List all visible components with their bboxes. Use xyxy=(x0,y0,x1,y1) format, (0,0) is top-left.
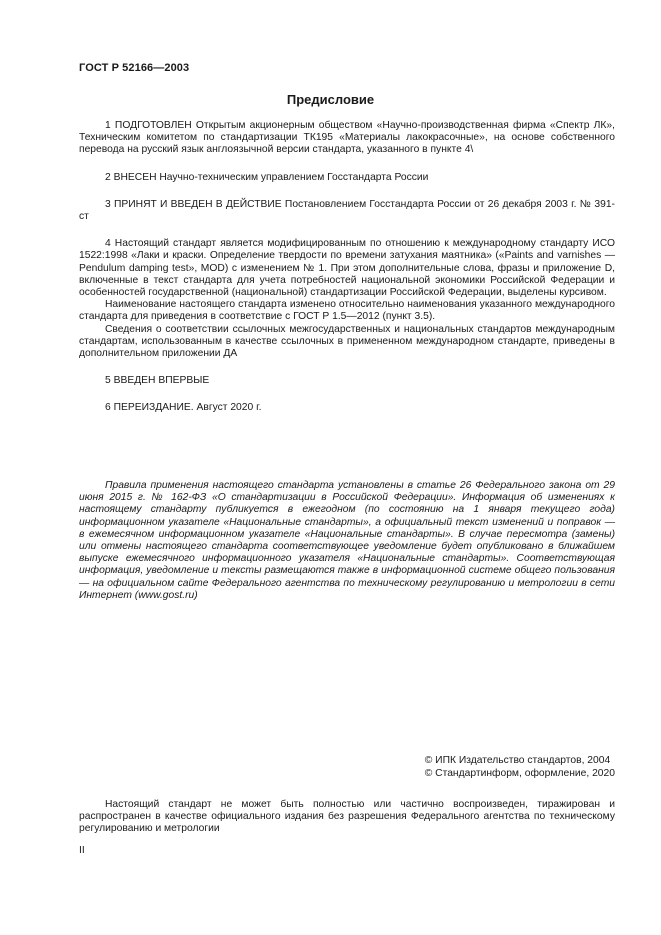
notice-text: Правила применения настоящего стандарта установлены в статье 26 Федерального закона от 29 июня 2015 г. № 162-ФЗ «О стандартизации в Российской Федерации». Информация об изменениях к настоящему стандарту публикуется в ежегодном (по состоянию на 1 января текущего года) информационном указателе «Национальные стандарты», а официальный текст изменений и поправок — в ежемесячном информационном указателе «Национальные стандарты». В случае пересмотра (замены) или отмены настоящего стандарта соответствующее уведомление будет опубликовано в ближайшем выпуске ежемесячного информационного указателя «Национальные стандарты». Соответствующая информация, уведомление и тексты размещаются также в информационной системе общего пользования — на официальном сайте Федерального агентства по техническому регулированию и метрологии в сети Интернет (www.gost.ru) xyxy=(79,480,615,601)
reproduction-text: Настоящий стандарт не может быть полностью или частично воспроизведен, тиражирован и распространен в качестве официального издания без разрешения Федерального агентства по техническому регулированию и метрологии xyxy=(79,799,615,835)
paragraph-first-introduced: 5 ВВЕДЕН ВПЕРВЫЕ xyxy=(105,375,210,387)
paragraph-adopted: 3 ПРИНЯТ И ВВЕДЕН В ДЕЙСТВИЕ Постановлением Госстандарта России от 26 декабря 2003 г. № 391-ст xyxy=(79,198,615,223)
paragraph-introduced: 2 ВНЕСЕН Научно-техническим управлением Госстандарта России xyxy=(105,171,429,183)
standard-code-header: ГОСТ Р 52166—2003 xyxy=(79,62,190,74)
paragraph-name-changed: Наименование настоящего стандарта изменено относительно наименования указанного международного стандарта для приведения в соответствие с ГОСТ Р 1.5—2012 (пункт 3.5). xyxy=(79,299,615,323)
page-title: Предисловие xyxy=(286,92,375,107)
copyright-line-2: © Стандартинформ, оформление, 2020 xyxy=(424,768,615,779)
copyright-line-1: © ИПК Издательство стандартов, 2004 xyxy=(424,755,611,766)
paragraph-reissue: 6 ПЕРЕИЗДАНИЕ. Август 2020 г. xyxy=(105,402,262,414)
paragraph-prepared: 1 ПОДГОТОВЛЕН Открытым акционерным обществом «Научно-производственная фирма «Спектр ЛК», Техническим комитетом по стандартизации ТК195 «Материалы лакокрасочные», на основе собственного перевода на русский язык англоязычной версии стандарта, указанного в пункте 4\ xyxy=(79,120,615,156)
application-rules-notice xyxy=(79,480,615,602)
foreword-body xyxy=(79,120,615,415)
paragraph-modified: 4 Настоящий стандарт является модифицированным по отношению к международному стандарту ИСО 1522:1998 «Лаки и краски. Определение твердости по времени затухания маятника» («Paints and varnishes — Pendulum damping test», MOD) с изменением № 1. При этом дополнительные слова, фразы и приложение D, включенные в текст стандарта для учета потребностей национальной экономики Российской Федерации и особенностей государственной (национальной) стандартизации Российской Федерации, выделены курсивом. xyxy=(79,238,615,299)
paragraph-references: Сведения о соответствии ссылочных межгосударственных и национальных стандартов международным стандартам, использованным в качестве ссылочных в примененном международном стандарте, приведены в дополнительном приложении ДА xyxy=(79,323,615,360)
reproduction-notice xyxy=(79,799,615,836)
page-number: II xyxy=(79,845,85,856)
copyright-block xyxy=(425,754,615,780)
